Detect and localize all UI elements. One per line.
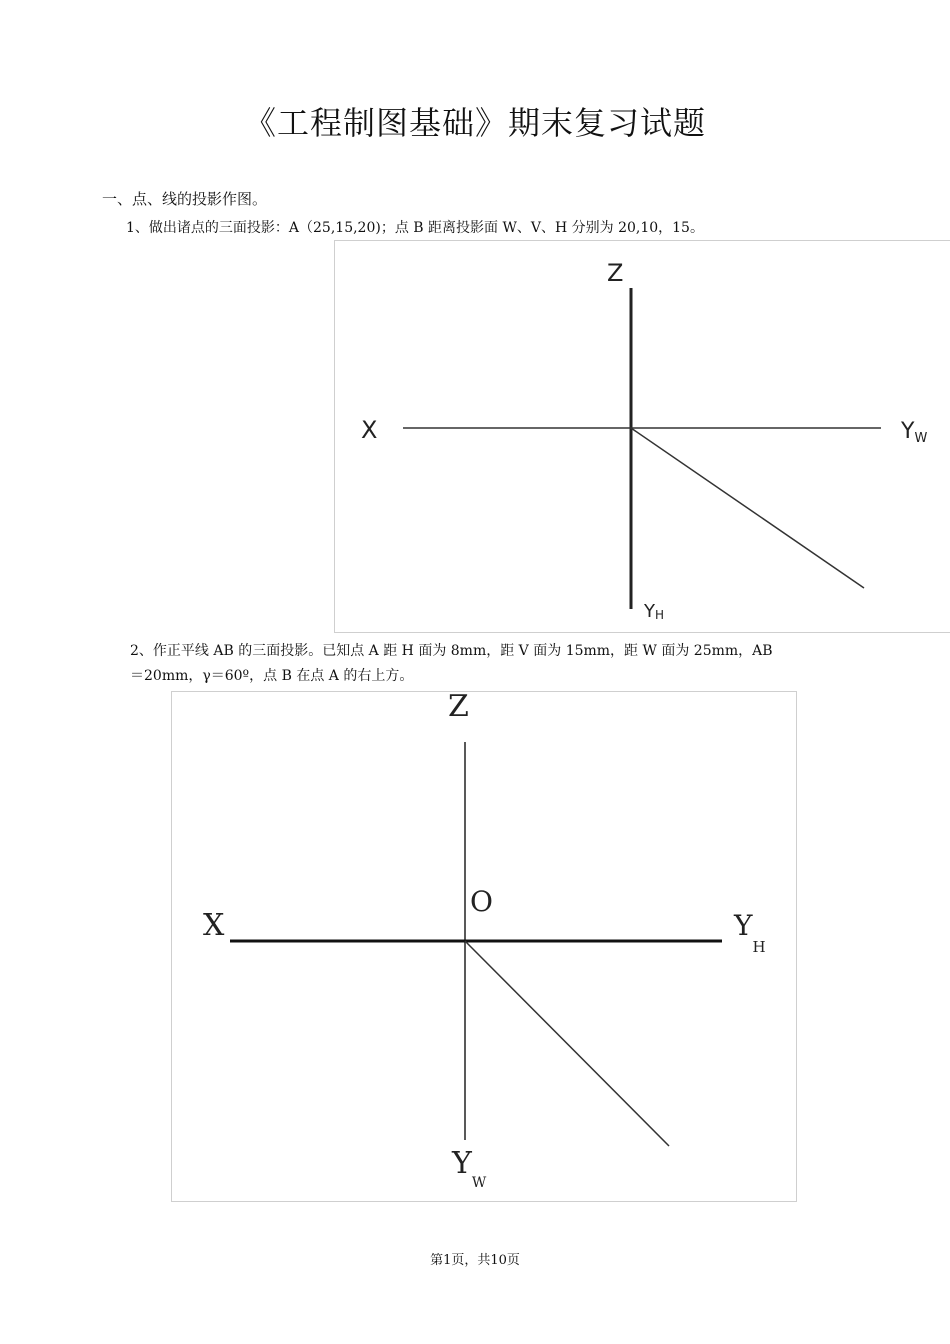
question-2-text-line2: ＝20mm，γ＝60º，点 B 在点 A 的右上方。: [130, 668, 414, 684]
z-label: Z: [448, 692, 469, 724]
yw-label: $Y_W$: [901, 419, 928, 446]
page-title: 《工程制图基础》期末复习试题: [243, 104, 706, 142]
x-label: X: [203, 908, 225, 943]
section-heading: 一、点、线的投影作图。: [102, 190, 268, 208]
question-2-text-line1: 2、作正平线 AB 的三面投影。已知点 A 距 H 面为 8mm，距 V 面为 15mm，距 W 面为 25mm，AB: [130, 643, 773, 659]
diagonal: [465, 941, 669, 1146]
question-1-text: 1、做出诸点的三面投影：A（25,15,20)；点 B 距离投影面 W、V、H 分别为 20,10，15。: [126, 220, 704, 236]
yh-label: YH: [644, 601, 665, 622]
yw-label: YW: [452, 1146, 487, 1191]
yh-diagonal: [631, 428, 864, 588]
origin-label: O: [470, 885, 493, 918]
projection-axes-figure-1: [334, 240, 950, 633]
x-label: X: [361, 416, 378, 444]
page-footer: 第1页，共10页: [430, 1253, 520, 1268]
projection-axes-figure-2: [171, 691, 797, 1202]
z-label: Z: [607, 259, 624, 287]
yh-label: YH: [734, 909, 766, 956]
